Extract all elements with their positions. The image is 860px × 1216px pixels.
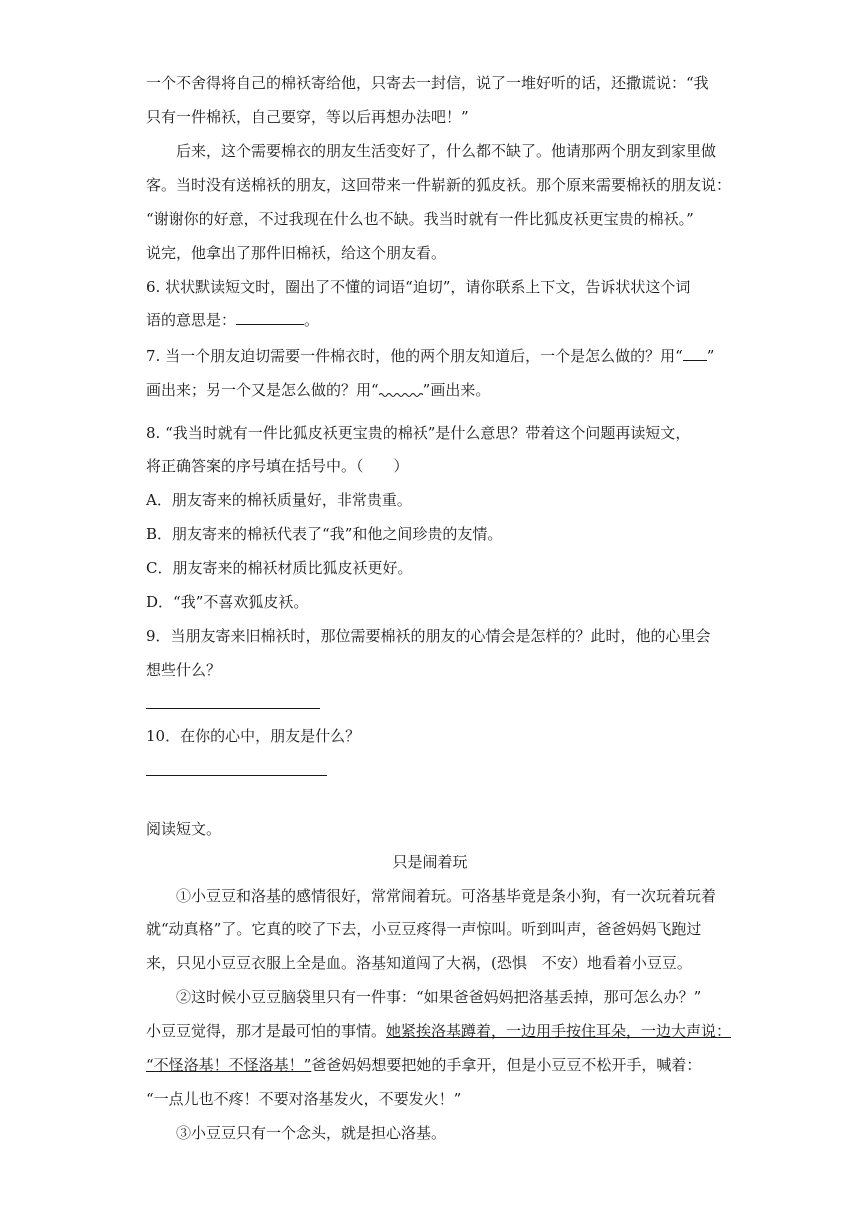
story-paragraph-line: 客。当时没有送棉袄的朋友，这回带来一件崭新的狐皮袄。那个原来需要棉袄的朋友说： bbox=[146, 176, 732, 194]
question-7-prompt-end: ”画出来。 bbox=[422, 381, 491, 399]
option-d[interactable]: D．“我”不喜欢狐皮袄。 bbox=[146, 593, 309, 611]
story-paragraph-line: 只有一件棉袄，自己要穿，等以后再想办法吧！” bbox=[146, 108, 469, 126]
question-8-text-2: 将正确答案的序号填在括号中。（ ） bbox=[146, 457, 409, 475]
answer-line-q9[interactable] bbox=[146, 708, 320, 709]
question-6-prompt: 语的意思是： bbox=[146, 311, 237, 329]
question-6-text: 6. 状状默读短文时，圈出了不懂的词语“迫切”，请你联系上下文，告诉状状这个词 bbox=[146, 278, 691, 296]
straight-underline-symbol bbox=[683, 346, 707, 361]
question-7-prompt: 7. 当一个朋友迫切需要一件棉衣时，他的两个朋友知道后，一个是怎么做的？用“ bbox=[146, 347, 683, 365]
answer-line-q10[interactable] bbox=[146, 775, 327, 776]
passage-paragraph-line: 就“动真格”了。它真的咬了下去，小豆豆疼得一声惊叫。听到叫声，爸爸妈妈飞跑过 bbox=[146, 920, 702, 938]
passage-paragraph-line bbox=[146, 1021, 731, 1041]
question-10-text: 10．在你的心中，朋友是什么？ bbox=[146, 727, 361, 745]
passage-paragraph-line: 来，只见小豆豆衣服上全是血。洛基知道闯了大祸，(恐惧 不安）地看着小豆豆。 bbox=[146, 954, 692, 972]
underlined-sentence: 她紧挨洛基蹲着，一边用手按住耳朵，一边大声说： bbox=[386, 1022, 732, 1040]
question-6-end: 。 bbox=[304, 311, 320, 329]
passage-paragraph-line: “一点儿也不疼！不要对洛基发火，不要发火！” bbox=[146, 1090, 462, 1108]
story-paragraph-line: 一个不舍得将自己的棉袄寄给他，只寄去一封信，说了一堆好听的话，还撒谎说：“我 bbox=[146, 74, 709, 92]
question-9-text: 9．当朋友寄来旧棉袄时，那位需要棉袄的朋友的心情会是怎样的？此时，他的心里会 bbox=[146, 627, 711, 645]
option-b[interactable]: B．朋友寄来的棉袄代表了“我”和他之间珍贵的友情。 bbox=[146, 525, 503, 543]
story-paragraph-line: “谢谢你的好意，不过我现在什么也不缺。我当时就有一件比狐皮袄更宝贵的棉袄。” bbox=[146, 210, 694, 228]
question-9-text-2: 想些什么？ bbox=[146, 661, 222, 679]
passage-title: 只是闹着玩 bbox=[392, 853, 468, 871]
question-8-text: 8. “我当时就有一件比狐皮袄更宝贵的棉袄”是什么意思？带着这个问题再读短文， bbox=[146, 424, 691, 442]
reading-instruction: 阅读短文。 bbox=[146, 820, 222, 838]
passage-paragraph-line: ②这时候小豆豆脑袋里只有一件事：“如果爸爸妈妈把洛基丢掉，那可怎么办？” bbox=[176, 988, 702, 1006]
passage-text: 小豆豆觉得，那才是最可怕的事情。 bbox=[146, 1022, 387, 1040]
question-7-text bbox=[146, 346, 714, 366]
question-7-prompt-2: 画出来；另一个又是怎么做的？用“ bbox=[146, 381, 379, 399]
wavy-underline-symbol bbox=[379, 383, 423, 395]
question-7-quote-close: ” bbox=[706, 347, 715, 365]
passage-text: 爸爸妈妈想要把她的手拿开，但是小豆豆不松开手，喊着： bbox=[311, 1056, 702, 1074]
passage-paragraph-line: ③小豆豆只有一个念头，就是担心洛基。 bbox=[176, 1124, 447, 1142]
underlined-sentence: “不怪洛基！不怪洛基！” bbox=[146, 1056, 312, 1074]
question-7-text-2 bbox=[146, 380, 490, 400]
passage-paragraph-line bbox=[146, 1055, 701, 1075]
option-c[interactable]: C．朋友寄来的棉袄材质比狐皮袄更好。 bbox=[146, 559, 413, 577]
option-a[interactable]: A．朋友寄来的棉袄质量好，非常贵重。 bbox=[146, 491, 412, 509]
passage-paragraph-line: ①小豆豆和洛基的感情很好，常常闹着玩。可洛基毕竟是条小狗，有一次玩着玩着 bbox=[176, 887, 717, 905]
story-paragraph-line: 后来，这个需要棉衣的朋友生活变好了，什么都不缺了。他请那两个朋友到家里做 bbox=[176, 142, 717, 160]
question-6-text-2 bbox=[146, 310, 319, 330]
answer-blank-q6[interactable] bbox=[236, 310, 304, 325]
story-paragraph-line: 说完，他拿出了那件旧棉袄，给这个朋友看。 bbox=[146, 244, 447, 262]
